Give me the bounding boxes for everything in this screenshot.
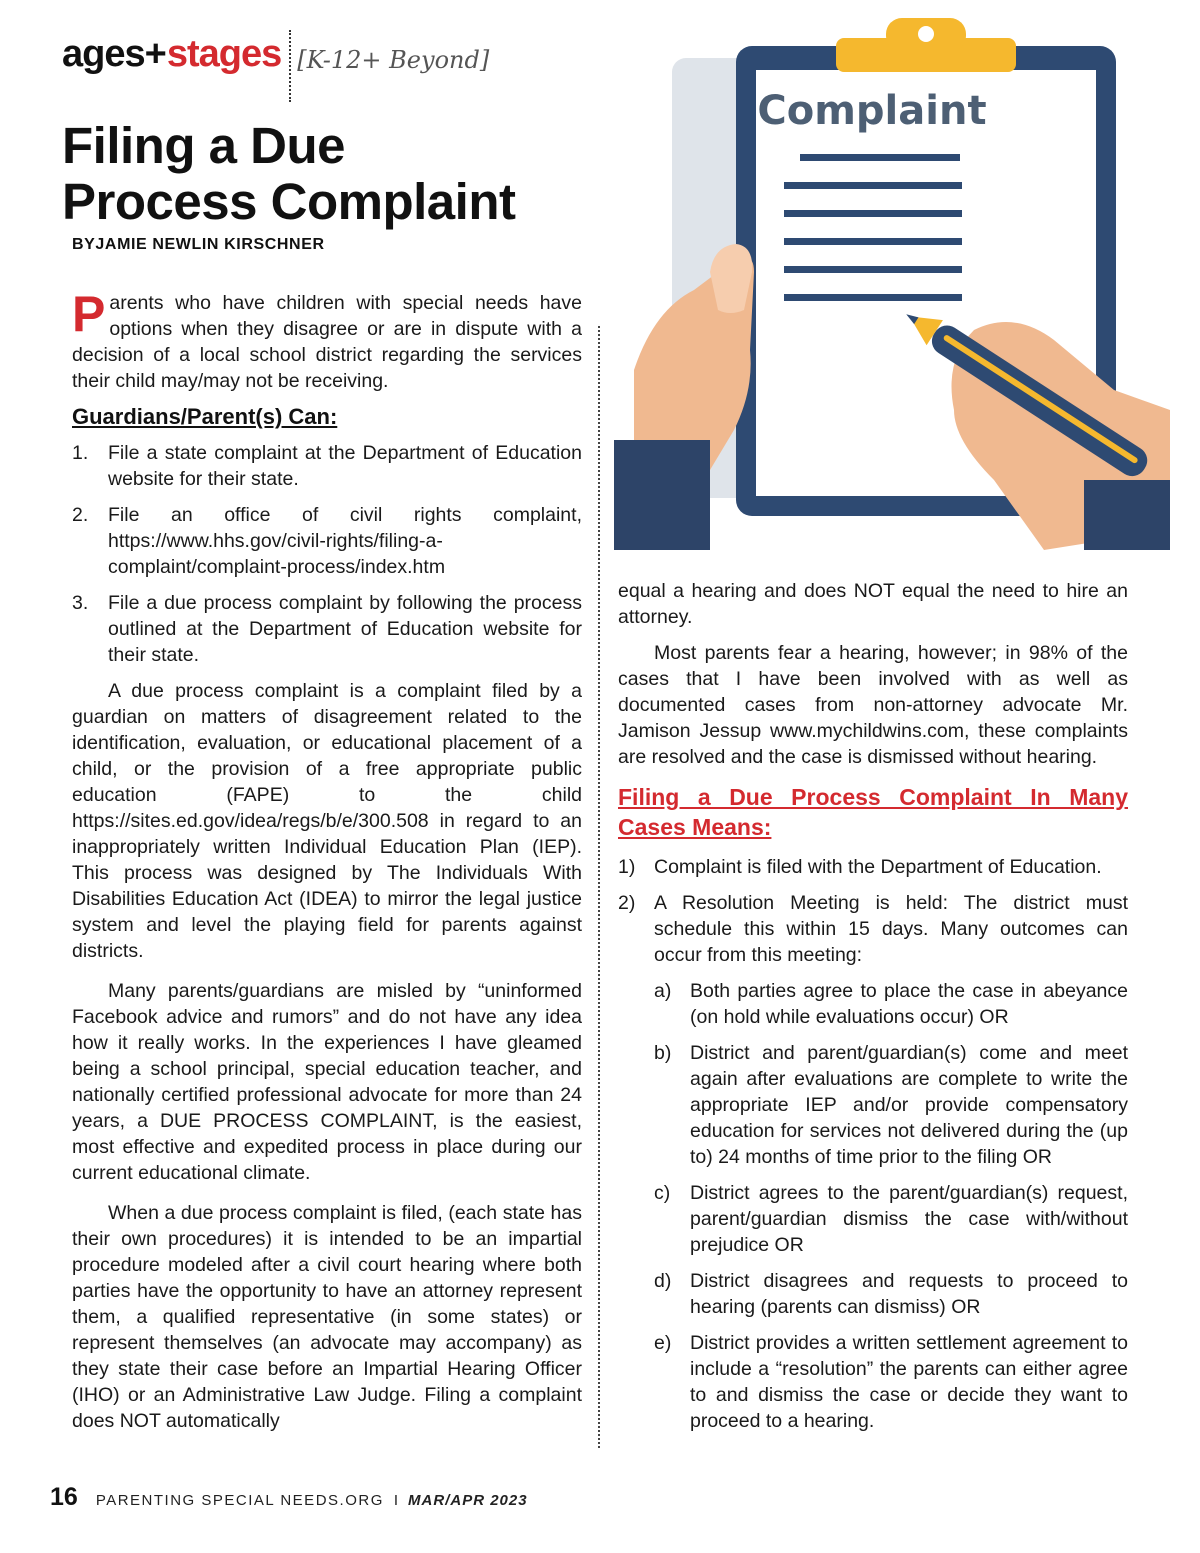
list-text: District and parent/guardian(s) come and meet again after evaluations are complete to write the appropriate IEP and/or provide compensatory education for services not delivered during the (up to) 24 months of time prior to the filing OR [690,1042,1128,1168]
brand-divider [289,30,291,102]
outcomes-list [654,978,1128,1434]
list-number: 2. [72,504,89,526]
list-text: File a state complaint at the Department of Education website for their state. [108,442,582,490]
list-item [72,440,582,492]
means-heading: Filing a Due Process Complaint In Many Cases Means: [618,784,1128,840]
list-letter: a) [654,980,672,1002]
right-column [618,578,1128,1444]
right-sleeve [1084,480,1170,550]
list-item [654,1330,1128,1434]
list-text: File a due process complaint by following the process outlined at the Department of Education website for their state. [108,592,582,666]
body-paragraph-4: Most parents fear a hearing, however; in 98% of the cases that I have been involved with as well as documented cases from non-attorney advocate Mr. Jamison Jessup www.mychildwins.com, these complaints are resolved and the case is dismissed without hearing. [618,642,1128,768]
list-text: File an office of civil rights complaint, https://www.hhs.gov/civil-rights/filing-a-complaint/complaint-process/index.htm [108,504,582,578]
list-text: District provides a written settlement agreement to include a “resolution” the parents can either agree to and dismiss the case or decide they want to proceed to a hearing. [690,1332,1128,1432]
list-item [72,590,582,668]
list-item [654,1040,1128,1170]
list-number: 1) [618,856,636,878]
complaint-clipboard-illustration [614,10,1170,550]
paper-line [800,154,960,161]
paper-line [784,294,962,301]
list-text: A Resolution Meeting is held: The district must schedule this within 15 days. Many outcomes can occur from this meeting: [654,892,1128,966]
body-paragraph-3-continued: equal a hearing and does NOT equal the need to hire an attorney. [618,580,1128,628]
paper-line [784,182,962,189]
article-title [62,118,622,230]
guardians-heading: Guardians/Parent(s) Can: [72,404,338,429]
byline: BYJAMIE NEWLIN KIRSCHNER [72,236,325,253]
clip-hole [918,26,934,42]
page-number: 16 [50,1483,78,1511]
list-item [654,978,1128,1030]
list-item [618,890,1128,968]
column-divider [598,326,600,1448]
body-paragraph-2: Many parents/guardians are misled by “uninformed Facebook advice and rumors” and do not have any idea how it really works. In the experiences I have gleamed being a school principal, special education teacher, and nationally certified professional advocate for more than 24 years, a DUE PROCESS COMPLAINT, is the easiest, most effective and expedited process in place during our current educational climate. [72,980,582,1184]
intro-text: arents who have children with special needs have options when they disagree or are in dispute with a decision of a local school district regarding the services their child may/may not be receiving. [72,292,582,392]
body-paragraph-1: A due process complaint is a complaint filed by a guardian on matters of disagreement related to the identification, evaluation, or educational placement of a child, or the provision of a free appropriate public education (FAPE) to the child https://sites.ed.gov/idea/regs/b/e/300.508 in regard to an inappropriately written Individual Education Plan (IEP). This process was designed by The Individuals With Disabilities Education Act (IDEA) to mirror the legal justice system and level the playing field for parents against districts. [72,680,582,962]
list-item [618,854,1128,880]
paper-line [784,210,962,217]
brand-tagline: [K-12+ Beyond] [297,46,490,74]
means-list [618,854,1128,968]
list-letter: c) [654,1182,671,1204]
list-letter: b) [654,1042,672,1064]
list-item [654,1268,1128,1320]
brand-ages: ages [62,33,145,75]
list-text: District disagrees and requests to proceed to hearing (parents can dismiss) OR [690,1270,1128,1318]
list-number: 2) [618,892,636,914]
left-sleeve [614,440,710,550]
list-number: 1. [72,442,89,464]
brand-stages: stages [166,33,282,75]
section-brand [62,30,489,102]
brand-plus: + [144,33,167,75]
paper-line [784,238,962,245]
list-letter: e) [654,1332,672,1354]
left-column [72,286,582,1434]
list-letter: d) [654,1270,672,1292]
list-item [72,502,582,580]
title-line-1: Filing a Due [62,117,346,174]
paper-line [784,266,962,273]
intro-paragraph [72,286,582,394]
title-line-2: Process Complaint [62,173,516,230]
list-number: 3. [72,592,89,614]
list-text: Both parties agree to place the case in abeyance (on hold while evaluations occur) OR [690,980,1128,1028]
list-text: Complaint is filed with the Department of Education. [654,856,1102,878]
list-item [654,1180,1128,1258]
guardians-list [72,440,582,668]
publication-name: PARENTING SPECIAL NEEDS.ORG [95,1492,384,1509]
clipboard-label: Complaint [757,88,987,134]
list-text: District agrees to the parent/guardian(s) request, parent/guardian dismiss the case with/without prejudice OR [690,1182,1128,1256]
page-footer [50,1483,528,1512]
footer-separator: I [393,1492,399,1509]
body-paragraph-3: When a due process complaint is filed, (each state has their own procedures) it is intended to be an impartial procedure modeled after a civil court hearing where both parties have the opportunity to have an attorney represent them, a qualified representative (in some states) or represent themselves (an advocate may accompany) as they state their case before an Impartial Hearing Officer (IHO) or an Administrative Law Judge. Filing a complaint does NOT automatically [72,1202,582,1432]
issue-date: MAR/APR 2023 [408,1492,528,1509]
drop-cap: P [72,286,106,342]
